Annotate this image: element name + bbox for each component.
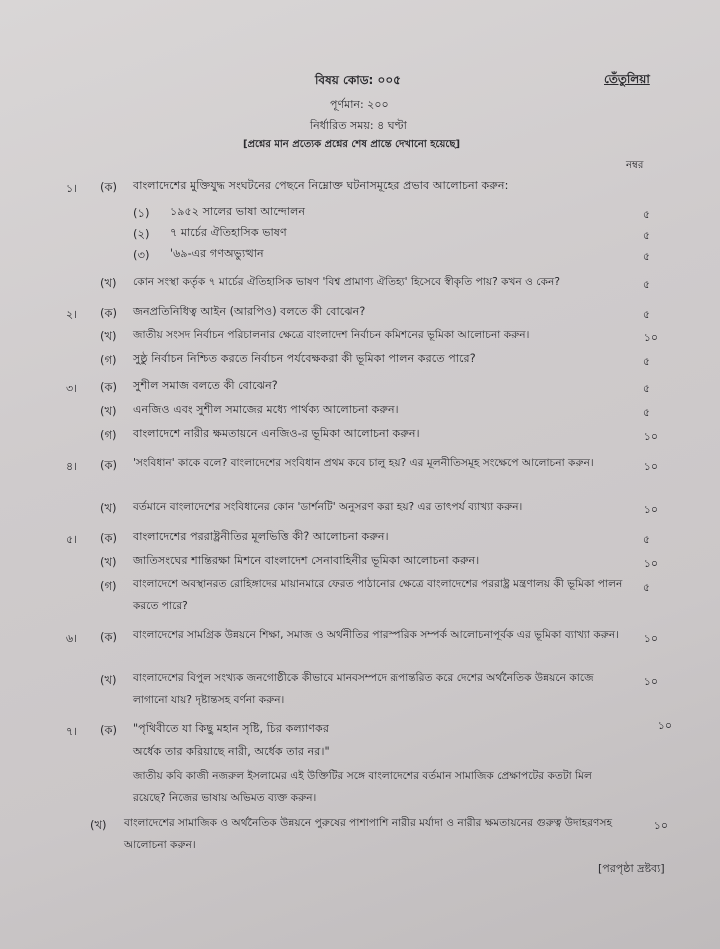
part-text: এনজিও এবং সুশীল সমাজের মধ্যে পার্থক্য আলোচনা করুন। xyxy=(133,403,399,416)
question-number: ২। xyxy=(66,308,78,321)
mark: ৫ xyxy=(642,581,650,594)
next-page-note: [পরপৃষ্ঠা দ্রষ্টব্য] xyxy=(598,862,665,875)
mark: ৫ xyxy=(642,406,650,419)
question-number: ৭। xyxy=(66,725,78,738)
part-text: জাতীয় সংসদ নির্বাচন পরিচালনার ক্ষেত্রে বাংলাদেশ নির্বাচন কমিশনের ভূমিকা আলোচনা করুন। xyxy=(133,329,530,341)
time-allowed: নির্ধারিত সময়: ৪ ঘণ্টা xyxy=(310,119,407,132)
mark: ৫ xyxy=(642,533,650,546)
marks-column-header: নম্বর xyxy=(626,160,644,171)
set-name: তেঁতুলিয়া xyxy=(604,72,650,86)
part-text: বাংলাদেশে অবস্থানরত রোহিঙ্গাদের মায়ানমারে ফেরত পাঠানোর ক্ষেত্রে বাংলাদেশের পররাষ্ট্র মন্ত্রণালয় কী ভূমিকা পালন করতে পারে? xyxy=(133,578,623,612)
mark: ১০ xyxy=(643,503,658,516)
part-label: (গ) xyxy=(100,579,117,593)
part-text: সুশীল সমাজ বলতে কী বোঝেন? xyxy=(133,379,278,392)
part-text: বাংলাদেশের পররাষ্ট্রনীতির মূলভিত্তি কী? আলোচনা করুন। xyxy=(133,530,389,543)
mark: ১০ xyxy=(643,430,658,443)
sub-text: ১৯৫২ সালের ভাষা আন্দোলন xyxy=(170,205,306,218)
part-text: কোন সংস্থা কর্তৃক ৭ মার্চের ঐতিহাসিক ভাষণ 'বিশ্ব প্রামাণ্য ঐতিহ্য' হিসেবে স্বীকৃতি পায়? কখন ও কেন? xyxy=(133,276,560,288)
part-text: বর্তমানে বাংলাদেশের সংবিধানের কোন 'ডার্শনটি' অনুসরণ করা হয়? এর তাৎপর্য ব্যাখ্যা করুন। xyxy=(133,501,523,513)
mark: ৫ xyxy=(642,308,650,321)
part-label: (ক) xyxy=(100,630,118,644)
part-text: বাংলাদেশের বিপুল সংখ্যক জনগোষ্ঠীকে কীভাবে মানবসম্পদে রূপান্তরিত করে দেশের অর্থনৈতিক উন্নয়নে কাজে লাগানো যায়? দৃষ্টান্তসহ বর্ণনা করুন। xyxy=(133,672,594,706)
part-label: (ক) xyxy=(100,458,118,472)
sub-text: ৭ মার্চের ঐতিহাসিক ভাষণ xyxy=(170,226,287,239)
mark: ১০ xyxy=(643,557,658,570)
part-label: (খ) xyxy=(100,329,117,343)
mark: ৫ xyxy=(642,355,650,368)
question-number: ৪। xyxy=(66,460,78,473)
part-label: (ক) xyxy=(100,723,118,737)
mark: ৫ xyxy=(642,278,650,291)
part-text: সুষ্ঠু নির্বাচন নিশ্চিত করতে নির্বাচন পর্যবেক্ষকরা কী ভূমিকা পালন করতে পারে? xyxy=(133,352,476,365)
sub-label: (৩) xyxy=(133,248,150,262)
sub-text: '৬৯-এর গণঅভ্যুত্থান xyxy=(170,247,264,260)
part-label: (ক) xyxy=(100,180,118,194)
part-label: (খ) xyxy=(100,555,117,569)
marks-note: [প্রশ্নের মান প্রত্যেক প্রশ্নের শেষ প্রান্তে দেখানো হয়েছে] xyxy=(243,139,461,150)
mark: ১০ xyxy=(657,719,672,732)
part-label: (খ) xyxy=(100,404,117,418)
mark: ১০ xyxy=(643,460,658,473)
question-number: ৬। xyxy=(66,632,78,645)
part-label: (ক) xyxy=(100,380,118,394)
mark: ১০ xyxy=(643,632,658,645)
mark: ৫ xyxy=(642,382,650,395)
part-label: (খ) xyxy=(90,818,107,832)
part-text: জনপ্রতিনিধিত্ব আইন (আরপিও) বলতে কী বোঝেন? xyxy=(133,305,366,318)
part-label: (খ) xyxy=(100,673,117,687)
part-text: বাংলাদেশের মুক্তিযুদ্ধ সংঘটনের পেছনে নিম্নোক্ত ঘটনাসমূহের প্রভাব আলোচনা করুন: xyxy=(133,179,509,192)
question-number: ১। xyxy=(66,182,78,195)
part-label: (খ) xyxy=(100,276,117,290)
subject-code: বিষয় কোড: ০০৫ xyxy=(315,73,401,87)
part-text: বাংলাদেশে নারীর ক্ষমতায়নে এনজিও-র ভূমিকা আলোচনা করুন। xyxy=(133,427,420,440)
mark: ৫ xyxy=(642,208,650,221)
question-number: ৩। xyxy=(66,382,78,395)
sub-label: (১) xyxy=(133,206,150,220)
part-label: (গ) xyxy=(100,428,117,442)
full-marks: পূর্ণমান: ২০০ xyxy=(330,98,389,111)
part-text: বাংলাদেশের সামাজিক ও অর্থনৈতিক উন্নয়নে পুরুষের পাশাপাশি নারীর মর্যাদা ও নারীর ক্ষমতায়নের গুরুত্ব উদাহরণসহ আলোচনা করুন। xyxy=(124,817,613,851)
mark: ১০ xyxy=(653,819,668,832)
part-text: জাতীয় কবি কাজী নজরুল ইসলামের এই উক্তিটির সঙ্গে বাংলাদেশের বর্তমান সামাজিক প্রেক্ষাপটের কতটা মিল রয়েছে? নিজের ভাষায় অভিমত ব্যক্ত করুন। xyxy=(133,770,592,804)
mark: ৫ xyxy=(642,250,650,263)
quote-line-2: অর্ধেক তার করিয়াছে নারী, অর্ধেক তার নর।" xyxy=(133,745,330,758)
mark: ১০ xyxy=(643,675,658,688)
part-text: বাংলাদেশের সামগ্রিক উন্নয়নে শিক্ষা, সমাজ ও অর্থনীতির পারস্পরিক সম্পর্ক আলোচনাপূর্বক এর ভূমিকা ব্যাখ্যা করুন। xyxy=(133,629,619,641)
part-text: 'সংবিধান' কাকে বলে? বাংলাদেশের সংবিধান প্রথম কবে চালু হয়? এর মূলনীতিসমূহ সংক্ষেপে আলোচনা করুন। xyxy=(133,457,594,469)
mark: ৫ xyxy=(642,229,650,242)
sub-label: (২) xyxy=(133,227,150,241)
part-label: (খ) xyxy=(100,501,117,515)
question-number: ৫। xyxy=(66,533,78,546)
mark: ১০ xyxy=(643,331,658,344)
part-label: (গ) xyxy=(100,353,117,367)
part-label: (ক) xyxy=(100,306,118,320)
part-text: জাতিসংঘের শান্তিরক্ষা মিশনে বাংলাদেশ সেনাবাহিনীর ভূমিকা আলোচনা করুন। xyxy=(133,554,480,567)
part-label: (ক) xyxy=(100,531,118,545)
quote-line-1: "পৃথিবীতে যা কিছু মহান সৃষ্টি, চির কল্যাণকর xyxy=(133,722,329,735)
